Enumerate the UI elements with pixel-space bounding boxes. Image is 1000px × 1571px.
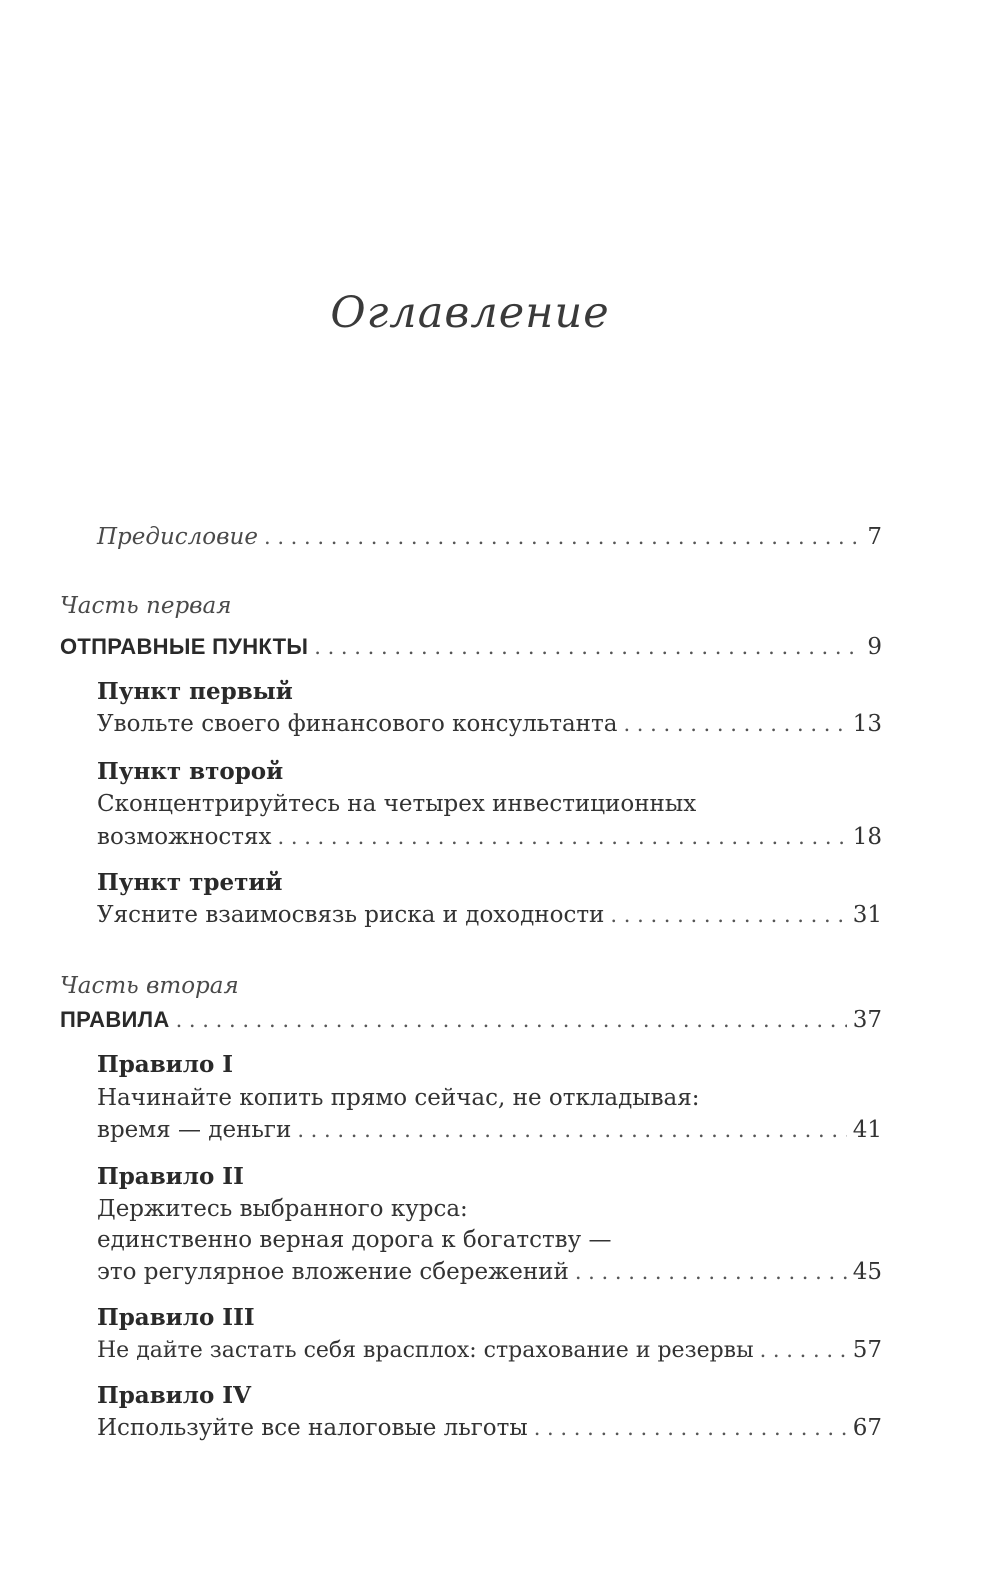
toc-entry-title: время — деньги — [97, 1117, 292, 1143]
page-title: Оглавление — [330, 288, 610, 338]
toc-entry[interactable] — [97, 1333, 882, 1367]
leader-dots — [534, 1411, 847, 1445]
leader-dots — [610, 898, 846, 932]
leader-dots — [760, 1333, 847, 1367]
leader-dots — [278, 820, 847, 854]
leader-dots — [264, 520, 861, 554]
leader-dots — [176, 1003, 847, 1037]
toc-entry-title: это регулярное вложение сбережений — [97, 1259, 569, 1285]
toc-section-heading: Правило IV — [97, 1382, 251, 1409]
toc-page-number: 7 — [867, 524, 882, 550]
toc-page-number: 31 — [852, 902, 882, 928]
toc-entry[interactable] — [97, 1255, 882, 1289]
toc-page-number: 41 — [852, 1117, 882, 1143]
toc-entry[interactable] — [97, 707, 882, 741]
toc-entry-line: Сконцентрируйтесь на четырех инвестиционных — [97, 791, 697, 817]
toc-section-heading: Правило II — [97, 1163, 244, 1190]
toc-entry-part2[interactable] — [60, 1003, 882, 1037]
leader-dots — [314, 630, 861, 664]
toc-entry-part1[interactable] — [60, 630, 882, 664]
toc-entry-line: Держитесь выбранного курса: — [97, 1196, 468, 1222]
toc-entry-title: Увольте своего финансового консультанта — [97, 711, 618, 737]
toc-page-number: 37 — [852, 1007, 882, 1033]
toc-page-number: 57 — [852, 1337, 882, 1363]
leader-dots — [575, 1255, 847, 1289]
leader-dots — [297, 1113, 846, 1147]
toc-entry-line: единственно верная дорога к богатству — — [97, 1227, 612, 1253]
toc-entry-preface[interactable] — [97, 520, 882, 554]
toc-entry[interactable] — [97, 820, 882, 854]
toc-entry[interactable] — [97, 898, 882, 932]
toc-page-number: 13 — [852, 711, 882, 737]
toc-page-number: 67 — [852, 1415, 882, 1441]
toc-entry-title: Уясните взаимосвязь риска и доходности — [97, 902, 605, 928]
toc-entry[interactable] — [97, 1411, 882, 1445]
toc-section-heading: Правило I — [97, 1051, 234, 1078]
toc-section-heading: Пункт первый — [97, 678, 293, 705]
part-label: Часть вторая — [60, 973, 239, 999]
toc-section-heading: Правило III — [97, 1304, 255, 1331]
toc-page-number: 9 — [867, 634, 882, 660]
toc-entry-title: Используйте все налоговые льготы — [97, 1415, 528, 1441]
toc-page-number: 45 — [852, 1259, 882, 1285]
toc-part-heading: ОТПРАВНЫЕ ПУНКТЫ — [60, 634, 309, 659]
toc-section-heading: Пункт второй — [97, 758, 284, 785]
toc-section-heading: Пункт третий — [97, 869, 283, 896]
toc-page-number: 18 — [852, 824, 882, 850]
leader-dots — [623, 707, 846, 741]
toc-entry-title: Предисловие — [97, 524, 258, 550]
toc-entry-line: Начинайте копить прямо сейчас, не откладывая: — [97, 1085, 700, 1111]
toc-part-heading: ПРАВИЛА — [60, 1007, 170, 1032]
toc-entry-title: Не дайте застать себя врасплох: страхование и резервы — [97, 1338, 754, 1363]
toc-entry[interactable] — [97, 1113, 882, 1147]
part-label: Часть первая — [60, 593, 232, 619]
toc-entry-title: возможностях — [97, 824, 272, 850]
